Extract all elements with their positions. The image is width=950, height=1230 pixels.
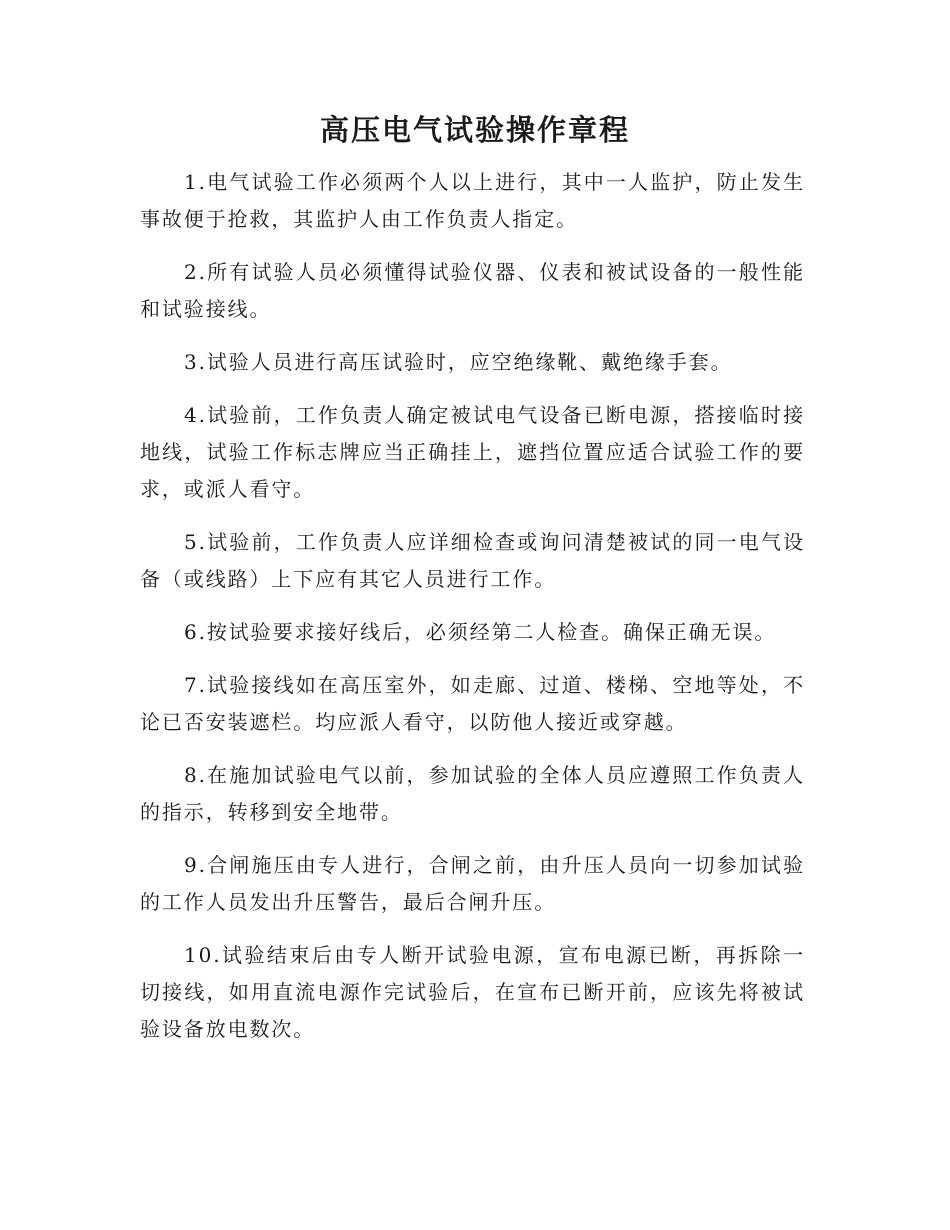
paragraph-8: 8.在施加试验电气以前，参加试验的全体人员应遵照工作负责人的指示，转移到安全地带。 bbox=[140, 763, 805, 824]
document-body bbox=[140, 164, 805, 1064]
paragraph-1: 1.电气试验工作必须两个人以上进行，其中一人监护，防止发生事故便于抢救，其监护人由工作负责人指定。 bbox=[140, 170, 805, 231]
paragraph-7: 7.试验接线如在高压室外，如走廊、过道、楼梯、空地等处，不论已否安装遮栏。均应派人看守，以防他人接近或穿越。 bbox=[140, 673, 805, 734]
paragraph-2: 2.所有试验人员必须懂得试验仪器、仪表和被试设备的一般性能和试验接线。 bbox=[140, 260, 805, 321]
paragraph-6: 6.按试验要求接好线后，必须经第二人检查。确保正确无误。 bbox=[184, 620, 777, 644]
paragraph-9: 9.合闸施压由专人进行，合闸之前，由升压人员向一切参加试验的工作人员发出升压警告，最后合闸升压。 bbox=[140, 853, 805, 914]
document-title: 高压电气试验操作章程 bbox=[319, 113, 630, 147]
paragraph-4: 4.试验前，工作负责人确定被试电气设备已断电源，搭接临时接地线，试验工作标志牌应当正确挂上，遮挡位置应适合试验工作的要求，或派人看守。 bbox=[140, 403, 805, 501]
paragraph-10: 10.试验结束后由专人断开试验电源，宣布电源已断，再拆除一切接线，如用直流电源作完试验后，在宣布已断开前，应该先将被试验设备放电数次。 bbox=[140, 943, 805, 1041]
paragraph-3: 3.试验人员进行高压试验时，应空绝缘靴、戴绝缘手套。 bbox=[184, 350, 733, 374]
paragraph-5: 5.试验前，工作负责人应详细检查或询问清楚被试的同一电气设备（或线路）上下应有其它人员进行工作。 bbox=[140, 530, 805, 591]
